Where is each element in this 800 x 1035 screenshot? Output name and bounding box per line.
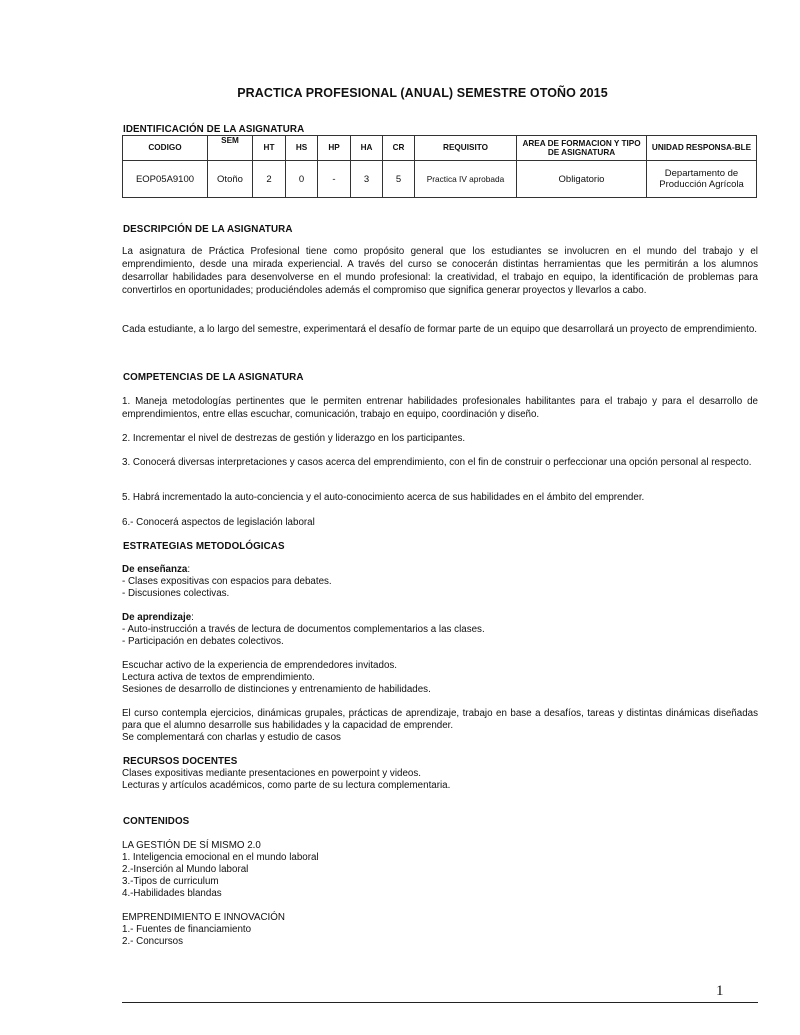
table-cell: Departamento de Producción Agrícola [647,161,757,198]
strategy-line: Escuchar activo de la experiencia de emprendedores invitados. [122,660,398,671]
table-cell: 0 [286,161,318,198]
identification-table [122,135,757,198]
descripcion-paragraph-2: Cada estudiante, a lo largo del semestre, experimentará el desafío de formar parte de un equipo que desarrollará un proyecto de emprendimiento. [122,324,757,335]
list-item: 3.-Tipos de curriculum [122,876,219,887]
descripcion-paragraph-1: La asignatura de Práctica Profesional tiene como propósito general que los estudiantes se involucren en el mundo del trabajo y el emprendimiento, desde una mirada experiencial. A través del curso se conocerán distintas herramientas que les permitirán a los alumnos desarrollar habilidades para desenvolverse en el mundo profesional: la creatividad, el trabajo en equipo, la identificación de problemas para convertirlos en oportunidades; produciéndoles además el compromiso que significa generar proyectos y llevarlos a cabo. [122,246,758,296]
aprendizaje-label-line: De aprendizaje: [122,612,194,623]
table-header-cell: AREA DE FORMACION Y TIPO DE ASIGNATURA [517,136,647,161]
competencia-item-2: 2. Incrementar el nivel de destrezas de gestión y liderazgo en los participantes. [122,433,466,444]
table-row [123,161,757,198]
table-header-cell: HS [286,136,318,161]
recursos-line: Lecturas y artículos académicos, como parte de su lectura complementaria. [122,780,451,791]
list-item: - Participación en debates colectivos. [122,636,284,647]
complemento-line: Se complementará con charlas y estudio de casos [122,732,341,743]
list-item: 2.-Inserción al Mundo laboral [122,864,249,875]
table-header-cell: CODIGO [123,136,208,161]
competencia-item-1: 1. Maneja metodologías pertinentes que le permiten entrenar habilidades profesionales habilitantes para el trabajo y para el desarrollo de emprendimientos, entre ellas escuchar, comunicación, trabajo en equipo, coordinación y diseño. [122,396,758,420]
table-header-cell: SEM [208,136,253,161]
emprendimiento-title: EMPRENDIMIENTO E INNOVACIÓN [122,912,285,923]
list-item: 1.- Fuentes de financiamiento [122,924,252,935]
page-number: 1 [716,983,724,999]
table-cell: 2 [253,161,286,198]
table-header-cell: REQUISITO [415,136,517,161]
table-cell: Obligatorio [517,161,647,198]
ensenanza-label-line: De enseñanza: [122,564,191,575]
document-title: PRACTICA PROFESIONAL (ANUAL) SEMESTRE OTOÑO 2015 [237,86,608,100]
table-header-cell: HA [351,136,383,161]
gestion-title: LA GESTIÓN DE SÍ MISMO 2.0 [122,840,261,851]
recursos-line: Clases expositivas mediante presentaciones en powerpoint y videos. [122,768,421,779]
table-header-row [123,136,757,161]
table-cell: Otoño [208,161,253,198]
identificacion-heading: IDENTIFICACIÓN DE LA ASIGNATURA [123,124,305,135]
list-item: - Auto-instrucción a través de lectura de documentos complementarios a las clases. [122,624,485,635]
list-item: - Discusiones colectivas. [122,588,230,599]
table-cell: Practica IV aprobada [415,161,517,198]
strategy-line: Sesiones de desarrollo de distinciones y entrenamiento de habilidades. [122,684,431,695]
table-header-cell: HP [318,136,351,161]
ensenanza-label: De enseñanza [122,564,188,575]
list-item: 1. Inteligencia emocional en el mundo laboral [122,852,319,863]
estrategias-heading: ESTRATEGIAS METODOLÓGICAS [123,541,285,552]
aprendizaje-label: De aprendizaje [122,612,192,623]
competencia-item-5: 5. Habrá incrementado la auto-conciencia y el auto-conocimiento acerca de sus habilidades en el ámbito del emprender. [122,492,645,503]
footer-divider [122,1002,758,1003]
list-item: 2.- Concursos [122,936,183,947]
table-cell: EOP05A9100 [123,161,208,198]
competencia-item-3: 3. Conocerá diversas interpretaciones y casos acerca del emprendimiento, con el fin de construir o perfeccionar una opción personal al respecto. [122,457,752,468]
table-header-cell: CR [383,136,415,161]
competencia-item-6: 6.- Conocerá aspectos de legislación laboral [122,517,315,528]
list-item: - Clases expositivas con espacios para debates. [122,576,332,587]
contenidos-heading: CONTENIDOS [123,816,190,827]
curso-paragraph: El curso contempla ejercicios, dinámicas grupales, prácticas de aprendizaje, trabajo en base a desafíos, tareas y distintas dinámicas diseñadas para que el alumno desarrolle sus habilidades y la capacidad de emprender. [122,708,758,731]
table-cell: 5 [383,161,415,198]
strategy-line: Lectura activa de textos de emprendimiento. [122,672,315,683]
descripcion-heading: DESCRIPCIÓN DE LA ASIGNATURA [123,224,293,235]
table-header-cell: HT [253,136,286,161]
competencias-heading: COMPETENCIAS DE LA ASIGNATURA [123,372,304,383]
recursos-heading: RECURSOS DOCENTES [123,756,238,767]
table-cell: - [318,161,351,198]
table-header-cell: UNIDAD RESPONSA-BLE [647,136,757,161]
table-cell: 3 [351,161,383,198]
list-item: 4.-Habilidades blandas [122,888,222,899]
